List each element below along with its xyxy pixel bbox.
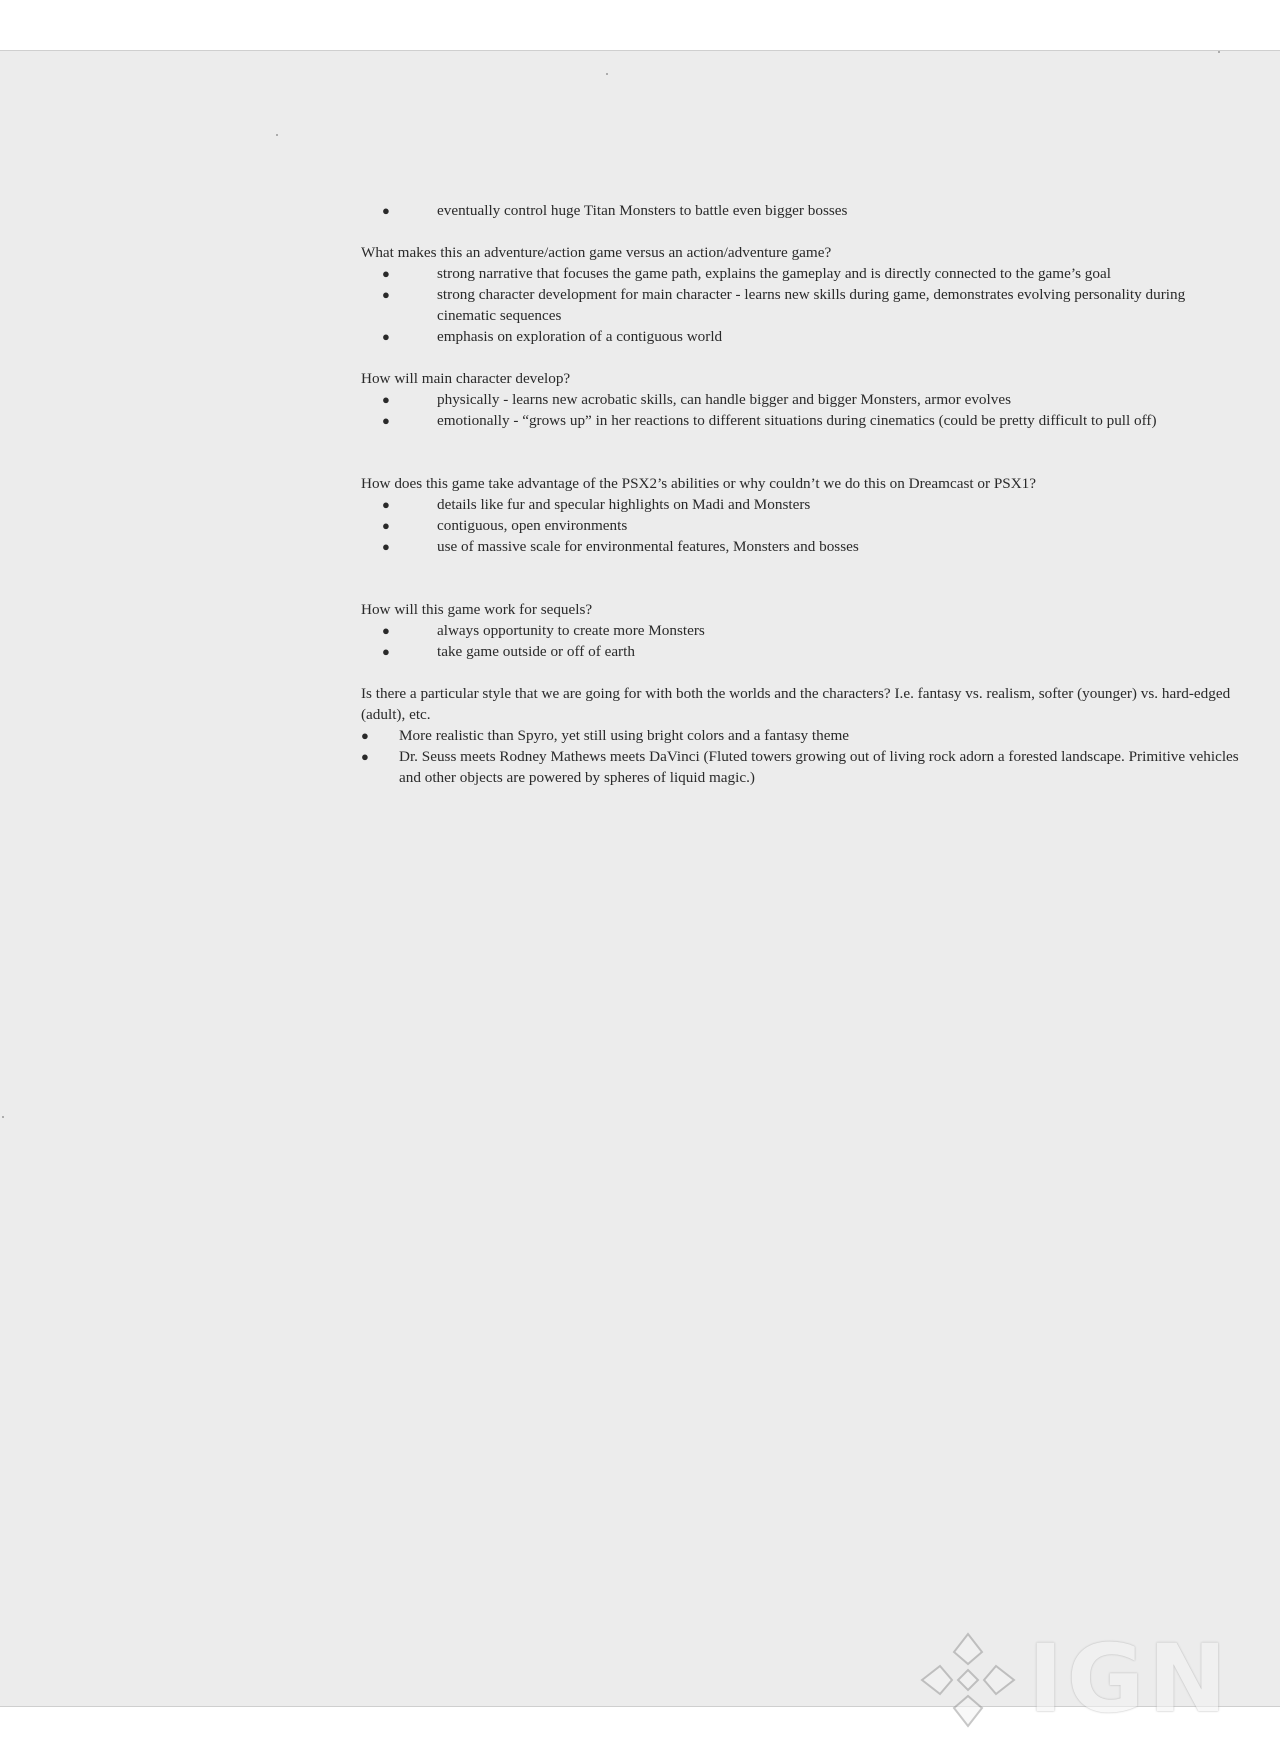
bullet-icon: ● <box>382 539 390 554</box>
list-item: ● More realistic than Spyro, yet still using bright colors and a fantasy theme <box>361 727 850 744</box>
bullet-icon: ● <box>382 623 390 638</box>
question-heading: What makes this an adventure/action game versus an action/adventure game? <box>361 244 832 261</box>
list-item: ● use of massive scale for environmental features, Monsters and bosses <box>382 538 859 555</box>
bullet-icon: ● <box>382 329 390 344</box>
question-heading: Is there a particular style that we are going for with both the worlds and the characters? I.e. fantasy vs. realism, softer (younger) vs. hard-edged (adult), etc. <box>361 685 1231 723</box>
bullet-icon: ● <box>382 644 390 659</box>
bullet-icon: ● <box>382 203 390 218</box>
answer-list <box>361 389 1241 431</box>
question-heading: How does this game take advantage of the PSX2’s abilities or why couldn’t we do this on Dreamcast or PSX1? <box>361 475 1037 492</box>
list-item: ● emotionally - “grows up” in her reactions to different situations during cinematics (could be pretty difficult to pull off) <box>382 412 1157 429</box>
list-item: ● Dr. Seuss meets Rodney Mathews meets DaVinci (Fluted towers growing out of living rock adorn a forested landscape. Primitive vehicles and other objects are powered by spheres of liquid magic.) <box>361 748 1239 786</box>
bullet-icon: ● <box>382 497 390 512</box>
scan-speck <box>1218 51 1220 53</box>
list-item: ● contiguous, open environments <box>382 517 628 534</box>
list-item: ● strong narrative that focuses the game path, explains the gameplay and is directly connected to the game’s goal <box>382 265 1111 282</box>
bullet-icon: ● <box>382 287 390 302</box>
watermark-text: IGN <box>1028 1625 1231 1734</box>
answer-list <box>361 620 1241 662</box>
question-heading: How will main character develop? <box>361 370 571 387</box>
ign-watermark <box>918 1625 1258 1734</box>
bullet-icon: ● <box>361 728 369 743</box>
answer-list <box>361 494 1241 557</box>
question-heading: How will this game work for sequels? <box>361 601 593 618</box>
scan-speck <box>276 134 278 136</box>
bullet-icon: ● <box>382 392 390 407</box>
list-item: ● details like fur and specular highlights on Madi and Monsters <box>382 496 811 513</box>
bullet-icon: ● <box>382 266 390 281</box>
list-item: ● take game outside or off of earth <box>382 643 635 660</box>
intro-list <box>361 200 1241 221</box>
document-body <box>361 200 1241 788</box>
bullet-icon: ● <box>361 749 369 764</box>
list-item: ● emphasis on exploration of a contiguous world <box>382 328 723 345</box>
list-item: ● physically - learns new acrobatic skills, can handle bigger and bigger Monsters, armor evolves <box>382 391 1011 408</box>
ign-logo-icon <box>918 1630 1018 1730</box>
scan-speck <box>606 73 608 75</box>
answer-list <box>361 263 1241 347</box>
list-item: ● strong character development for main character - learns new skills during game, demonstrates evolving personality during cinematic sequences <box>382 286 1186 324</box>
answer-list <box>361 725 1241 788</box>
bullet-icon: ● <box>382 518 390 533</box>
scan-speck <box>2 1116 4 1118</box>
list-item: ● eventually control huge Titan Monsters to battle even bigger bosses <box>382 202 848 219</box>
bullet-icon: ● <box>382 413 390 428</box>
list-item: ● always opportunity to create more Monsters <box>382 622 705 639</box>
